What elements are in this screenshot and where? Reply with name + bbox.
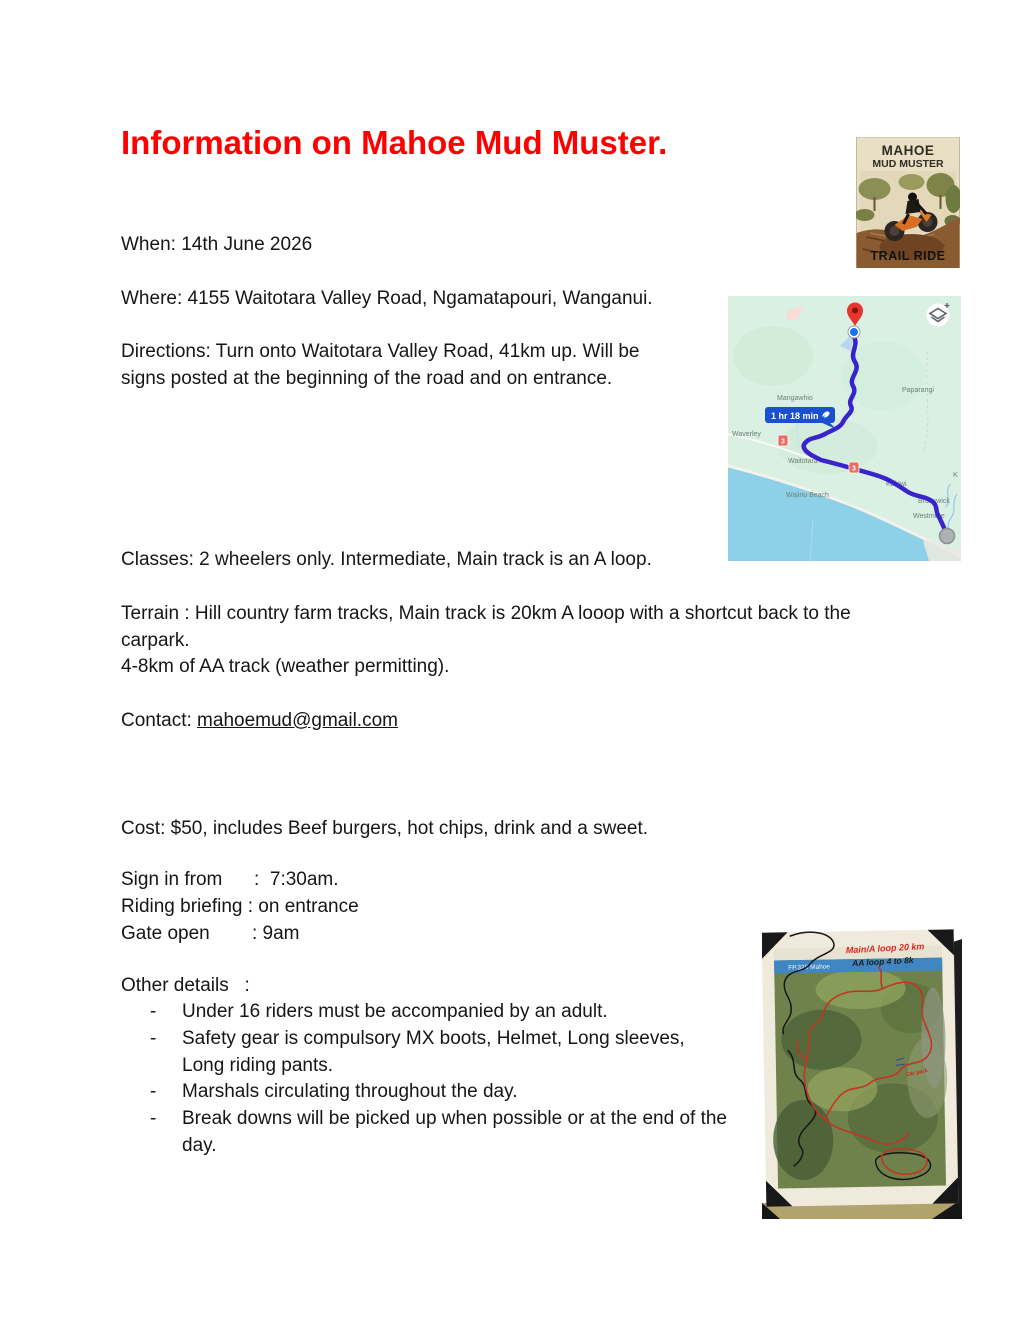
sign-in-line: Sign in from : 7:30am. bbox=[121, 869, 339, 890]
classes-line: Classes: 2 wheelers only. Intermediate, Main track is an A loop. bbox=[121, 549, 652, 570]
riding-briefing-line: Riding briefing : on entrance bbox=[121, 896, 359, 917]
other-details-list bbox=[121, 999, 741, 1160]
directions-line-1: Directions: Turn onto Waitotara Valley Road, 41km up. Will be bbox=[121, 341, 640, 362]
map-label-waiinu-beach: Waiinu Beach bbox=[786, 492, 829, 499]
gate-open-line: Gate open : 9am bbox=[121, 923, 300, 944]
bullet-dash: - bbox=[150, 1081, 157, 1103]
cost-line: Cost: $50, includes Beef burgers, hot chips, drink and a sweet. bbox=[121, 818, 649, 839]
route-map-svg bbox=[728, 296, 961, 561]
poster-illustration bbox=[856, 137, 960, 268]
route-shield-3 bbox=[849, 462, 859, 473]
bullet-dash: - bbox=[150, 1001, 157, 1022]
trail-map-photo bbox=[762, 919, 962, 1219]
list-item bbox=[121, 999, 741, 1026]
map-label-kai-iwi: Kai Iwi bbox=[886, 481, 907, 488]
map-label-waitotara: Waitotara bbox=[788, 458, 818, 465]
directions-line-2: signs posted at the beginning of the road and on entrance. bbox=[121, 368, 613, 389]
list-item bbox=[121, 1106, 741, 1160]
event-poster-image bbox=[856, 137, 960, 268]
map-label-brunswick: Brunswick bbox=[918, 498, 950, 505]
photo-banner-text: FP.326 Mahoe bbox=[788, 963, 831, 972]
bullet-text: Safety gear is compulsory MX boots, Helmet, Long sleeves, Long riding pants. bbox=[182, 1027, 685, 1076]
photo-annotation-red: Main/A loop 20 km bbox=[845, 941, 925, 956]
contact-line bbox=[121, 707, 398, 734]
map-label-westmere: Westmere bbox=[913, 513, 945, 520]
bullet-text: Marshals circulating throughout the day. bbox=[182, 1081, 518, 1103]
route-duration-text: 1 hr 18 min bbox=[771, 411, 819, 421]
svg-text:3: 3 bbox=[781, 438, 785, 446]
terrain-line-2: carpark. bbox=[121, 630, 190, 651]
bullet-dash: - bbox=[150, 1108, 157, 1130]
when-line: When: 14th June 2026 bbox=[121, 234, 313, 255]
map-label-mangawhio: Mangawhio bbox=[777, 395, 813, 402]
route-origin-marker bbox=[940, 529, 955, 544]
svg-text:3: 3 bbox=[852, 465, 856, 473]
poster-footer-text: TRAIL RIDE bbox=[870, 249, 946, 263]
list-item bbox=[121, 1079, 741, 1106]
trail-map-photo-svg bbox=[762, 919, 962, 1219]
photo-annotation-black: AA loop 4 to 8k bbox=[851, 954, 914, 969]
terrain-line-3: 4-8km of AA track (weather permitting). bbox=[121, 656, 450, 677]
contact-email-link[interactable]: mahoemud@gmail.com bbox=[197, 710, 398, 731]
map-label-paparangi: Paparangi bbox=[902, 387, 934, 394]
map-label-waverley: Waverley bbox=[732, 431, 761, 438]
poster-title-line-1: MAHOE bbox=[881, 143, 935, 158]
route-map-image bbox=[728, 296, 961, 561]
map-label-k: K bbox=[953, 470, 959, 479]
bullet-text: Break downs will be picked up when possible or at the end of the day. bbox=[182, 1108, 727, 1156]
terrain-line-1: Terrain : Hill country farm tracks, Main track is 20km A looop with a shortcut back to the bbox=[121, 603, 851, 624]
poster-title-line-2: MUD MUSTER bbox=[872, 158, 944, 170]
where-line: Where: 4155 Waitotara Valley Road, Ngamatapouri, Wanganui. bbox=[121, 288, 653, 309]
route-shield-3 bbox=[778, 435, 788, 446]
bullet-dash: - bbox=[150, 1027, 157, 1049]
bullet-text: Under 16 riders must be accompanied by an adult. bbox=[182, 1001, 608, 1022]
contact-label: Contact: bbox=[121, 710, 198, 731]
page-title: Information on Mahoe Mud Muster. bbox=[121, 124, 668, 161]
photo-car-park-text: Car park bbox=[905, 1068, 929, 1079]
other-details-heading: Other details : bbox=[121, 975, 250, 996]
list-item bbox=[121, 1026, 741, 1080]
